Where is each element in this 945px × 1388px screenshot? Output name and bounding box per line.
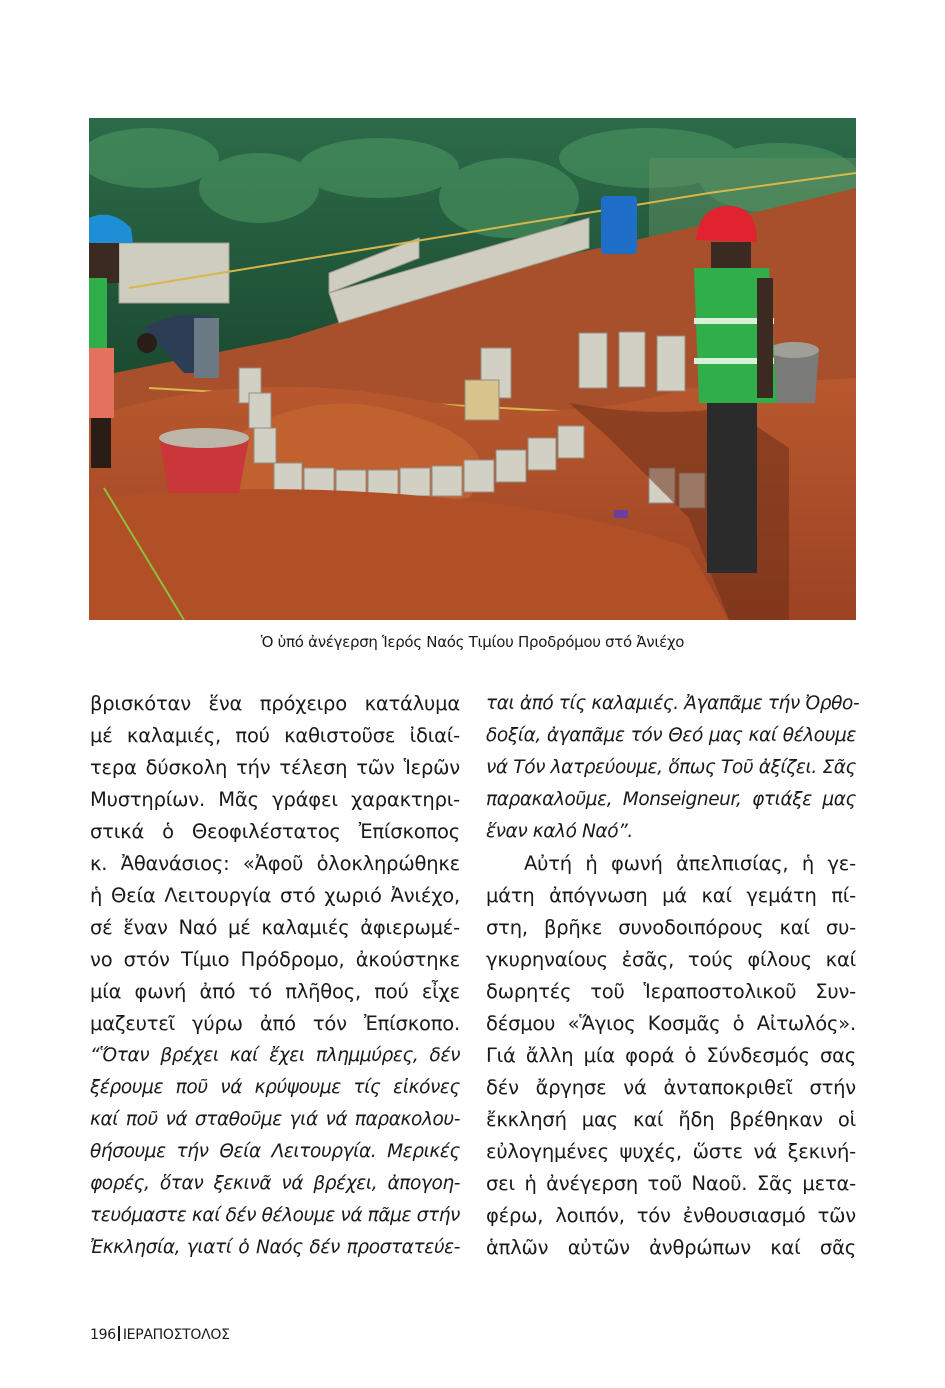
construction-photo [89,118,856,620]
text-line: δέσμου «Ἅγιος Κοσμᾶς ὁ Αἰτωλός». [486,1012,856,1035]
quote-line: Ἐκκλησία, γιατί ὁ Ναός δέν προστατεύε- [90,1237,460,1258]
text-column-left [90,688,460,1264]
text-line: ἔκκλησή μας καί ἤδη βρέθηκαν οἱ [486,1108,856,1131]
mortar-bucket [159,428,249,493]
quote-line: παρακαλοῦμε, Monseigneur, φτιάξε μας [486,789,856,810]
text-line: εὐλογημένες ψυχές, ὥστε νά ξεκινή- [486,1140,856,1163]
text-line: δωρητές τοῦ Ἱεραποστολικοῦ Συν- [486,980,856,1003]
quote-line: ται ἀπό τίς καλαμιές. Ἀγαπᾶμε τήν Ὀρθο- [486,693,860,714]
quote-line: νά Τόν λατρεύουμε, ὅπως Τοῦ ἀξίζει. Σᾶς [486,757,856,778]
text-line: μάτη ἀπόγνωση μά καί γεμάτη πί- [486,884,856,907]
text-column-right [486,688,860,1264]
text-line: στη, βρῆκε συνοδοιπόρους καί συ- [486,916,856,939]
text-line: βρισκόταν ἕνα πρόχειρο κατάλυμα [90,692,460,715]
blue-barrel [601,196,637,254]
text-line: ἁπλῶν αὐτῶν ἀνθρώπων καί σᾶς [486,1236,856,1259]
text-line: σει ἡ ἀνέγερση τοῦ Ναοῦ. Σᾶς μετα- [486,1172,856,1195]
text-line: φέρω, λοιπόν, τόν ἐνθουσιασμό τῶν [486,1204,856,1227]
page-number: 196 [90,1327,116,1343]
text-line: μαζευτεῖ γύρω ἀπό τόν Ἐπίσκοπο. [90,1012,460,1035]
quote-line: φορές, ὅταν ξεκινᾶ νά βρέχει, ἀπογοη- [90,1173,460,1194]
photo-caption: Ὁ ὑπό ἀνέγερση Ἱερός Ναός Τιμίου Προδρόμου στό Ἀνιέχο [260,633,685,651]
text-line: Μυστηρίων. Μᾶς γράφει χαρακτηρι- [90,788,460,811]
publication-title: ΙΕΡΑΠΟΣΤΟΛΟΣ [122,1327,230,1343]
page-footer [90,1326,230,1343]
grey-bucket [769,342,819,403]
text-line: νο στόν Τίμιο Πρόδρομο, ἀκούστηκε [90,948,460,971]
paragraph-first-line: Αὐτή ἡ φωνή ἀπελπισίας, ἡ γε- [524,852,856,875]
quote-line: “Ὅταν βρέχει καί ἔχει πλημμύρες, δέν [90,1045,460,1066]
text-line: στικά ὁ Θεοφιλέστατος Ἐπίσκοπος [90,820,460,843]
text-line: μία φωνή ἀπό τό πλῆθος, πού εἶχε [90,980,460,1003]
construction-scene-image [89,118,856,620]
quote-line: τευόμαστε καί δέν θέλουμε νά πᾶμε στήν [90,1205,460,1226]
text-line: ἡ Θεία Λειτουργία στό χωριό Ἀνιέχο, [90,884,460,907]
tape-measure [614,510,628,518]
text-line: μέ καλαμιές, πού καθιστοῦσε ἰδιαί- [90,724,460,747]
text-line: σέ ἕναν Ναό μέ καλαμιές ἀφιερωμέ- [90,916,460,939]
text-line: τερα δύσκολη τήν τέλεση τῶν Ἱερῶν [90,756,460,779]
quote-line: καί ποῦ νά σταθοῦμε γιά νά παρακολου- [90,1109,460,1130]
quote-line: δοξία, ἀγαπᾶμε τόν Θεό μας καί θέλουμε [486,725,856,746]
footer-separator [118,1326,120,1341]
text-line: κ. Ἀθανάσιος: «Ἀφοῦ ὁλοκληρώθηκε [90,852,460,875]
quote-line: ἕναν καλό Ναό”. [486,821,633,842]
quote-line: ξέρουμε ποῦ νά κρύψουμε τίς εἰκόνες [90,1077,460,1098]
text-line: γκυρηναίους ἐσᾶς, τούς φίλους καί [486,948,856,971]
quote-line: θήσουμε τήν Θεία Λειτουργία. Μερικές [90,1141,460,1162]
text-line: Γιά ἄλλη μία φορά ὁ Σύνδεσμός σας [486,1044,856,1067]
text-line: δέν ἄργησε νά ἀνταποκριθεῖ στήν [486,1076,856,1099]
